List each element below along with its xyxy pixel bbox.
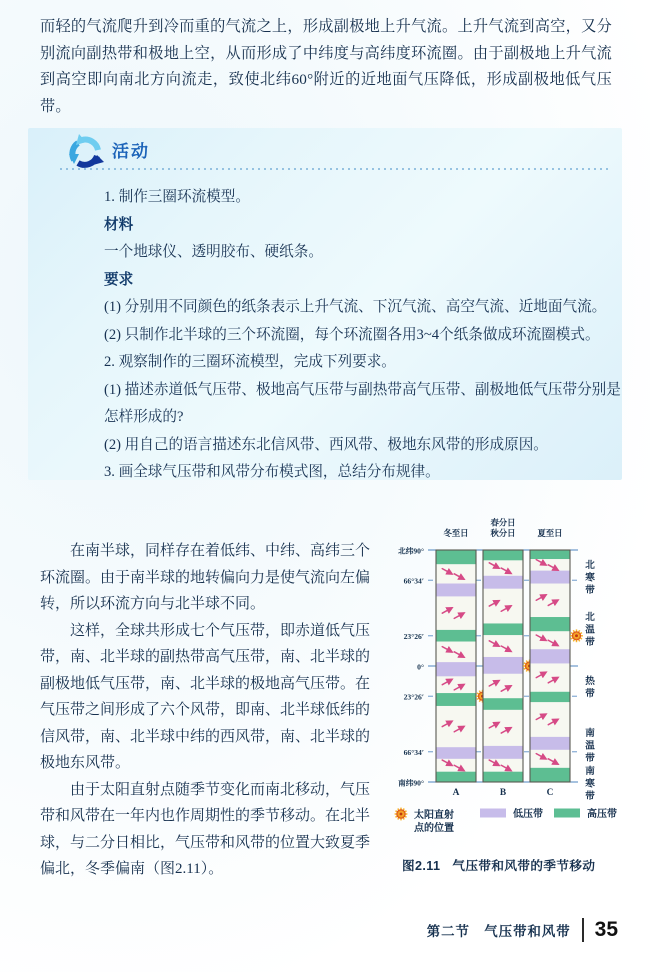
body-text-column — [40, 538, 370, 883]
svg-text:高压带: 高压带 — [587, 809, 617, 820]
svg-text:太阳直射: 太阳直射 — [414, 810, 454, 821]
svg-text:温: 温 — [585, 740, 595, 752]
svg-text:秋分日: 秋分日 — [490, 529, 516, 538]
svg-text:B: B — [499, 788, 507, 798]
activity-line-5: (1) 分别用不同颜色的纸条表示上升气流、下沉气流、高空气流、近地面气流。 — [104, 299, 607, 315]
svg-text:C: C — [546, 788, 554, 798]
svg-text:低压带: 低压带 — [513, 809, 543, 820]
figure-caption — [402, 855, 640, 874]
body-paragraph-1: 在南半球，同样存在着低纬、中纬、高纬三个环流圈。由于南半球的地转偏向力是使气流向左偏转，所以环流方向与北半球不同。 — [40, 543, 371, 612]
figure-caption-number: 图2.11 — [402, 859, 441, 873]
svg-text:热: 热 — [585, 676, 595, 687]
svg-text:23°26′: 23°26′ — [403, 692, 424, 702]
svg-text:带: 带 — [585, 791, 595, 802]
svg-text:带: 带 — [585, 753, 595, 764]
activity-line-3: 一个地球仪、透明胶布、硬纸条。 — [104, 244, 323, 260]
activity-line-8: (1) 描述赤道低气压带、极地高气压带与副热带高气压带、副极地低气压带分别是怎样形成的? — [104, 381, 621, 425]
svg-text:寒: 寒 — [585, 572, 595, 584]
svg-text:冬至日: 冬至日 — [443, 529, 469, 538]
svg-text:夏至日: 夏至日 — [537, 529, 563, 538]
svg-text:带: 带 — [585, 688, 595, 700]
figure-2-11 — [388, 518, 636, 884]
svg-text:寒: 寒 — [585, 778, 595, 790]
activity-body — [66, 184, 621, 487]
footer-page-number: 35 — [594, 918, 618, 941]
svg-text:春分日: 春分日 — [490, 518, 516, 528]
activity-line-1: 1. 制作三圈环流模型。 — [104, 189, 250, 205]
page-footer — [0, 918, 650, 952]
activity-line-10: 3. 画全球气压带和风带分布模式图，总结分布规律。 — [104, 464, 440, 480]
activity-line-9: (2) 用自己的语言描述东北信风带、西风带、极地东风带的形成原因。 — [104, 436, 548, 453]
figure-caption-title: 气压带和风带的季节移动 — [452, 859, 596, 873]
activity-line-7: 2. 观察制作的三圈环流模型，完成下列要求。 — [104, 354, 396, 370]
activity-line-2: 材料 — [104, 216, 134, 233]
svg-text:点的位置: 点的位置 — [414, 823, 454, 834]
activity-header — [28, 128, 622, 172]
svg-text:南: 南 — [585, 766, 595, 777]
svg-text:南纬90°: 南纬90° — [398, 778, 424, 788]
body-paragraph-2: 这样，全球共形成七个气压带，即赤道低气压带，南、北半球的副热带高气压带，南、北半球的副极地低气压带，南、北半球的极地高气压带。在气压带之间形成了六个风带，即南、北半球低纬的信风带，南、北半球中纬的西风带，南、北半球的极地东风带。 — [40, 622, 371, 771]
activity-line-6: (2) 只制作北半球的三个环流圈，每个环流圈各用3~4个纸条做成环流圈模式。 — [104, 326, 600, 343]
svg-text:0°: 0° — [417, 662, 424, 672]
svg-text:A: A — [452, 788, 460, 798]
svg-text:23°26′: 23°26′ — [403, 632, 424, 642]
activity-title: 活动 — [112, 142, 150, 161]
svg-text:温: 温 — [585, 624, 595, 636]
svg-text:南: 南 — [585, 728, 595, 739]
top-paragraph: 而轻的气流爬升到冷而重的气流之上，形成副极地上升气流。上升气流到高空，又分别流向副热带和极地上空，从而形成了中纬度与高纬度环流圈。由于副极地上升气流到高空即向南北方向流走，致使北纬60°附近的近地面气压降低，形成副极地低气压带。 — [40, 18, 612, 115]
footer-section-title: 第二节 气压带和风带 — [426, 923, 571, 939]
svg-text:带: 带 — [585, 637, 595, 648]
svg-text:北: 北 — [585, 612, 595, 623]
activity-divider — [58, 168, 610, 170]
svg-text:北纬90°: 北纬90° — [398, 546, 424, 556]
svg-text:66°34′: 66°34′ — [403, 576, 424, 586]
body-paragraph-3: 由于太阳直射点随季节变化而南北移动，气压带和风带在一年内也作周期性的季节移动。在北半球，与二分日相比，气压带和风带的位置大致夏季偏北，冬季偏南（图2.11）。 — [40, 781, 371, 877]
footer-divider — [582, 918, 584, 942]
activity-box — [28, 128, 622, 480]
activity-line-4: 要求 — [104, 271, 134, 288]
svg-text:北: 北 — [585, 560, 595, 571]
svg-text:66°34′: 66°34′ — [403, 748, 424, 758]
cycle-arrows-icon — [64, 132, 106, 172]
svg-text:带: 带 — [585, 585, 595, 596]
pressure-belt-seasonal-migration-diagram — [388, 518, 636, 854]
